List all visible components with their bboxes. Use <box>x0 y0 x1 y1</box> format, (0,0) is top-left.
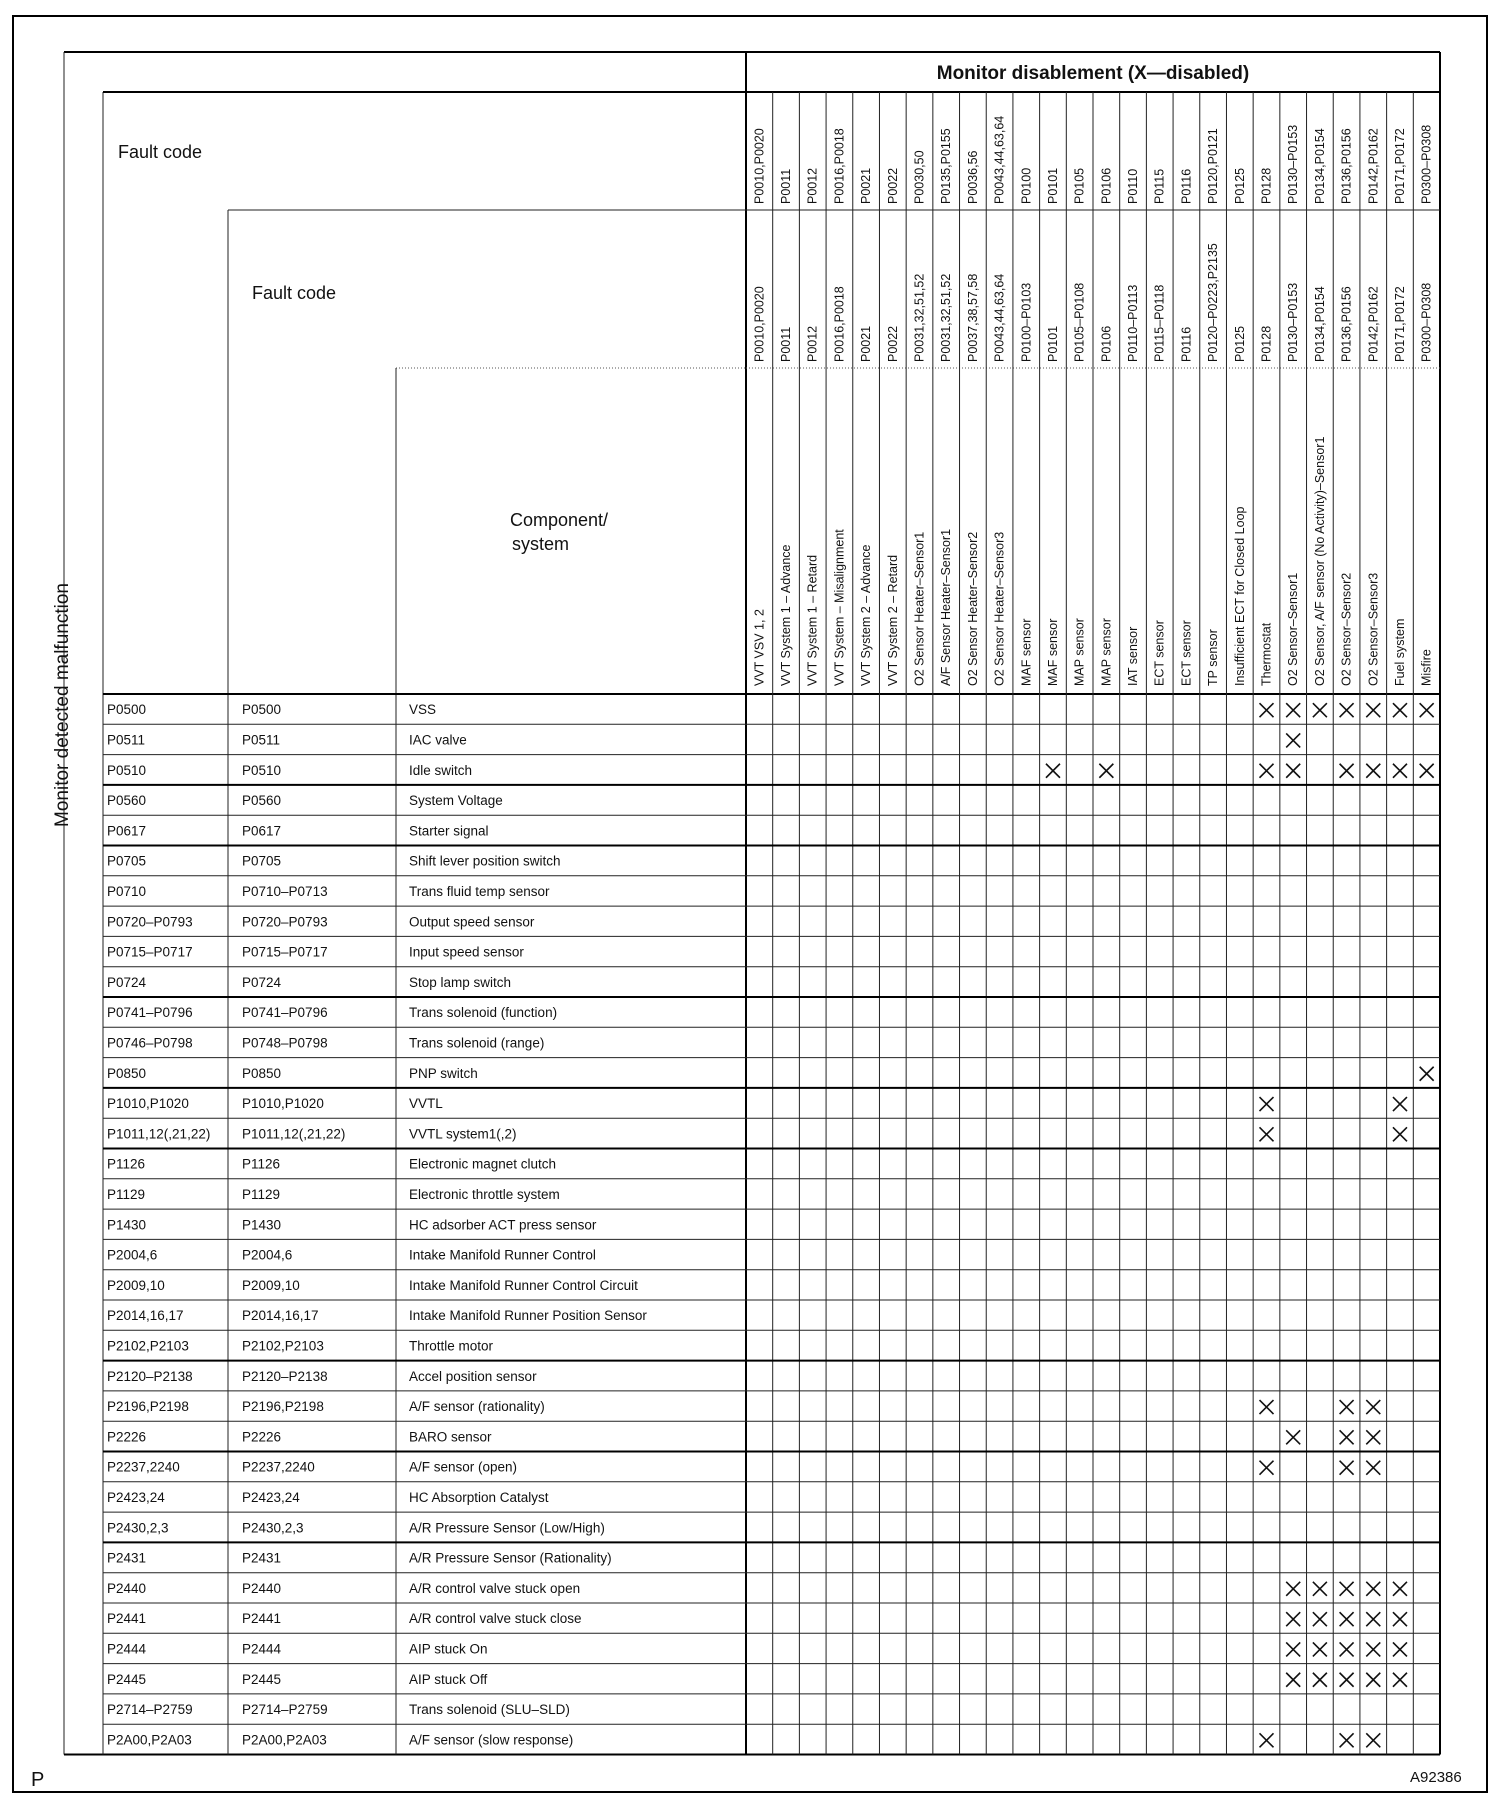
column-code: P0134,P0154 <box>1312 128 1327 204</box>
row-component: Intake Manifold Runner Position Sensor <box>409 1308 647 1324</box>
column-code-2: P0010,P0020 <box>752 286 767 362</box>
row-fault-code-2: P2102,P2103 <box>242 1338 324 1354</box>
row-component: IAC valve <box>409 732 467 748</box>
column-component: MAF sensor <box>1045 618 1060 686</box>
x-mark-stroke <box>1366 1733 1380 1747</box>
x-mark-stroke <box>1099 764 1113 778</box>
column-component: VVT System 1 – Retard <box>805 554 820 686</box>
x-mark-stroke <box>1313 1673 1327 1687</box>
x-mark-stroke <box>1286 764 1300 778</box>
disabled-x-mark <box>1340 1430 1354 1444</box>
row-fault-code-2: P2441 <box>242 1611 282 1627</box>
row-component: Trans solenoid (function) <box>409 1005 558 1021</box>
column-component: O2 Sensor Heater–Sensor1 <box>912 531 927 686</box>
x-mark-stroke <box>1393 1582 1407 1596</box>
column-code: P0142,P0162 <box>1366 128 1381 204</box>
x-mark-stroke <box>1340 1733 1354 1747</box>
x-mark-stroke <box>1393 764 1407 778</box>
disabled-x-mark <box>1260 1461 1274 1475</box>
row-fault-code-2: P2237,2240 <box>242 1459 315 1475</box>
x-mark-stroke <box>1366 1582 1380 1596</box>
disabled-x-mark <box>1340 1612 1354 1626</box>
row-component: Electronic magnet clutch <box>409 1156 557 1172</box>
x-mark-stroke <box>1286 1612 1300 1626</box>
column-code-2: P0142,P0162 <box>1366 286 1381 362</box>
column-code-2: P0043,44,63,64 <box>992 273 1007 362</box>
column-code-2: P0300–P0308 <box>1419 282 1434 362</box>
column-component: MAP sensor <box>1072 618 1087 686</box>
row-component: Electronic throttle system <box>409 1186 560 1202</box>
column-component: TP sensor <box>1206 629 1221 686</box>
column-code: P0110 <box>1126 168 1141 204</box>
row-fault-code-2: P1011,12(,21,22) <box>242 1126 346 1142</box>
figure-id: A92386 <box>1410 1769 1462 1786</box>
x-mark-stroke <box>1286 733 1300 747</box>
fault-code-header-2: Fault code <box>252 283 337 303</box>
row-component: A/F sensor (open) <box>409 1459 518 1475</box>
column-code-2: P0031,32,51,52 <box>939 273 954 362</box>
x-mark-stroke <box>1260 1733 1274 1747</box>
disabled-x-mark <box>1286 1430 1300 1444</box>
row-fault-code-2: P2423,24 <box>242 1489 300 1505</box>
disabled-x-mark <box>1046 764 1060 778</box>
column-component: VVT VSV 1, 2 <box>752 609 767 686</box>
disabled-x-mark <box>1420 764 1434 778</box>
row-fault-code: P0746–P0798 <box>107 1035 193 1051</box>
column-code-2: P0021 <box>859 325 874 362</box>
row-fault-code: P2014,16,17 <box>107 1308 184 1324</box>
disabled-x-mark <box>1366 764 1380 778</box>
x-mark-stroke <box>1260 1461 1274 1475</box>
column-code: P0136,P0156 <box>1339 128 1354 204</box>
column-component: Insufficient ECT for Closed Loop <box>1232 506 1247 686</box>
disabled-x-mark <box>1340 703 1354 717</box>
disabled-x-mark <box>1366 1612 1380 1626</box>
row-fault-code-2: P1129 <box>242 1186 281 1202</box>
row-component: VVTL system1(,2) <box>409 1126 517 1142</box>
column-code: P0128 <box>1259 167 1274 204</box>
row-component: Shift lever position switch <box>409 853 561 869</box>
x-mark-stroke <box>1260 1127 1274 1141</box>
column-code-2: P0031,32,51,52 <box>912 273 927 362</box>
disabled-x-mark <box>1393 1673 1407 1687</box>
row-fault-code: P1126 <box>107 1156 146 1172</box>
column-component: O2 Sensor Heater–Sensor2 <box>965 531 980 686</box>
row-component: VSS <box>409 702 437 718</box>
x-mark-stroke <box>1260 1400 1274 1414</box>
x-mark-stroke <box>1393 1097 1407 1111</box>
disabled-x-mark <box>1340 1461 1354 1475</box>
row-fault-code-2: P0850 <box>242 1065 282 1081</box>
row-component: PNP switch <box>409 1065 478 1081</box>
column-component: O2 Sensor Heater–Sensor3 <box>992 531 1007 686</box>
disabled-x-mark <box>1260 764 1274 778</box>
column-code-2: P0022 <box>885 325 900 362</box>
row-fault-code: P2714–P2759 <box>107 1702 193 1718</box>
disabled-x-mark <box>1340 1400 1354 1414</box>
row-fault-code-2: P2714–P2759 <box>242 1702 328 1718</box>
row-fault-code: P1010,P1020 <box>107 1096 189 1112</box>
column-code-2: P0128 <box>1259 325 1274 362</box>
column-code-2: P0106 <box>1099 325 1114 362</box>
column-component: VVT System 2 – Retard <box>885 554 900 686</box>
x-mark-stroke <box>1366 1461 1380 1475</box>
column-code-2: P0101 <box>1045 325 1060 362</box>
column-code: P0021 <box>859 167 874 204</box>
row-fault-code: P2441 <box>107 1611 147 1627</box>
x-mark-stroke <box>1420 764 1434 778</box>
row-component: Throttle motor <box>409 1338 494 1354</box>
row-component: A/R Pressure Sensor (Low/High) <box>409 1520 605 1536</box>
x-mark-stroke <box>1313 1642 1327 1656</box>
row-fault-code: P2423,24 <box>107 1489 165 1505</box>
row-fault-code: P2445 <box>107 1671 147 1687</box>
row-fault-code: P0511 <box>107 732 146 748</box>
x-mark-stroke <box>1420 1067 1434 1081</box>
row-fault-code-2: P2440 <box>242 1580 282 1596</box>
row-fault-code: P1011,12(,21,22) <box>107 1126 211 1142</box>
disabled-x-mark <box>1366 1673 1380 1687</box>
column-code: P0116 <box>1179 168 1194 204</box>
disabled-x-mark <box>1366 1461 1380 1475</box>
x-mark-stroke <box>1340 764 1354 778</box>
column-code-2: P0105–P0108 <box>1072 282 1087 362</box>
disabled-x-mark <box>1420 1067 1434 1081</box>
column-component: ECT sensor <box>1152 620 1167 686</box>
column-code-2: P0016,P0018 <box>832 286 847 362</box>
x-mark-stroke <box>1393 1673 1407 1687</box>
x-mark-stroke <box>1286 1642 1300 1656</box>
row-component: Intake Manifold Runner Control <box>409 1247 596 1263</box>
row-fault-code: P2196,P2198 <box>107 1399 189 1415</box>
row-component: Intake Manifold Runner Control Circuit <box>409 1277 638 1293</box>
x-mark-stroke <box>1260 1097 1274 1111</box>
column-code-2: P0012 <box>805 325 820 362</box>
column-code-2: P0100–P0103 <box>1019 282 1034 362</box>
row-fault-code-2: P0510 <box>242 762 282 778</box>
row-fault-code-2: P1126 <box>242 1156 281 1172</box>
disabled-x-mark <box>1313 1612 1327 1626</box>
column-code-2: P0120–P0223,P2135 <box>1206 243 1221 362</box>
row-component: HC adsorber ACT press sensor <box>409 1217 597 1233</box>
row-component: Stop lamp switch <box>409 974 512 990</box>
row-fault-code-2: P2431 <box>242 1550 282 1566</box>
disabled-x-mark <box>1286 733 1300 747</box>
x-mark-stroke <box>1340 1612 1354 1626</box>
x-mark-stroke <box>1260 764 1274 778</box>
row-fault-code: P0741–P0796 <box>107 1005 193 1021</box>
row-component: A/R control valve stuck open <box>409 1580 581 1596</box>
disabled-x-mark <box>1366 1642 1380 1656</box>
x-mark-stroke <box>1313 1612 1327 1626</box>
column-code: P0300–P0308 <box>1419 124 1434 204</box>
disabled-x-mark <box>1393 1612 1407 1626</box>
x-mark-stroke <box>1340 1430 1354 1444</box>
x-mark-stroke <box>1260 703 1274 717</box>
column-code: P0125 <box>1232 167 1247 204</box>
row-fault-code: P2009,10 <box>107 1277 165 1293</box>
x-mark-stroke <box>1340 1642 1354 1656</box>
row-fault-code: P2440 <box>107 1580 147 1596</box>
row-component: A/R Pressure Sensor (Rationality) <box>409 1550 612 1566</box>
row-fault-code: P0720–P0793 <box>107 914 193 930</box>
column-code: P0011 <box>779 168 794 204</box>
disabled-x-mark <box>1340 1733 1354 1747</box>
column-code-2: P0136,P0156 <box>1339 286 1354 362</box>
row-fault-code-2: P0560 <box>242 793 282 809</box>
row-fault-code-2: P1430 <box>242 1217 282 1233</box>
column-component: O2 Sensor–Sensor1 <box>1286 572 1301 686</box>
x-mark-stroke <box>1340 703 1354 717</box>
row-component: Starter signal <box>409 823 489 839</box>
column-component: Fuel system <box>1392 618 1407 686</box>
disabled-x-mark <box>1393 764 1407 778</box>
row-fault-code-2: P2009,10 <box>242 1277 300 1293</box>
row-fault-code-2: P0500 <box>242 702 282 718</box>
disabled-x-mark <box>1366 703 1380 717</box>
column-code: P0115 <box>1152 168 1167 204</box>
row-fault-code: P0715–P0717 <box>107 944 193 960</box>
row-fault-code-2: P0748–P0798 <box>242 1035 328 1051</box>
x-mark-stroke <box>1366 1430 1380 1444</box>
x-mark-stroke <box>1366 764 1380 778</box>
row-fault-code: P2226 <box>107 1429 147 1445</box>
column-component: IAT sensor <box>1126 626 1141 686</box>
row-component: Idle switch <box>409 762 473 778</box>
disabled-x-mark <box>1393 1097 1407 1111</box>
column-code-2: P0011 <box>779 326 794 362</box>
row-fault-code: P2237,2240 <box>107 1459 180 1475</box>
row-fault-code: P0617 <box>107 823 147 839</box>
row-fault-code-2: P0724 <box>242 974 282 990</box>
component-header-line1: Component/ <box>510 510 609 530</box>
disabled-x-mark <box>1313 1582 1327 1596</box>
disabled-x-mark <box>1260 703 1274 717</box>
column-code: P0106 <box>1099 167 1114 204</box>
column-code-2: P0115–P0118 <box>1152 284 1167 362</box>
column-component: MAP sensor <box>1099 618 1114 686</box>
x-mark-stroke <box>1340 1582 1354 1596</box>
monitor-disablement-title: Monitor disablement (X—disabled) <box>936 63 1250 84</box>
column-component: MAF sensor <box>1019 618 1034 686</box>
row-fault-code: P2120–P2138 <box>107 1368 193 1384</box>
column-code: P0036,56 <box>965 150 980 204</box>
row-component: AIP stuck On <box>409 1641 488 1657</box>
x-mark-stroke <box>1313 703 1327 717</box>
disabled-x-mark <box>1366 1400 1380 1414</box>
x-mark-stroke <box>1366 703 1380 717</box>
row-component: A/R control valve stuck close <box>409 1611 582 1627</box>
x-mark-stroke <box>1393 1612 1407 1626</box>
row-fault-code: P2004,6 <box>107 1247 158 1263</box>
x-mark-stroke <box>1393 703 1407 717</box>
disabled-x-mark <box>1313 703 1327 717</box>
x-mark-stroke <box>1366 1673 1380 1687</box>
disabled-x-mark <box>1340 764 1354 778</box>
column-code: P0101 <box>1045 167 1060 204</box>
x-mark-stroke <box>1286 703 1300 717</box>
column-component: O2 Sensor–Sensor2 <box>1339 572 1354 686</box>
row-fault-code-2: P0511 <box>242 732 281 748</box>
disabled-x-mark <box>1260 1127 1274 1141</box>
row-fault-code: P1129 <box>107 1186 146 1202</box>
column-component: ECT sensor <box>1179 620 1194 686</box>
disabled-x-mark <box>1340 1673 1354 1687</box>
column-code: P0105 <box>1072 167 1087 204</box>
row-fault-code-2: P0720–P0793 <box>242 914 328 930</box>
row-fault-code-2: P2444 <box>242 1641 282 1657</box>
row-component: Accel position sensor <box>409 1368 537 1384</box>
disabled-x-mark <box>1393 1127 1407 1141</box>
column-code-2: P0171,P0172 <box>1392 286 1407 362</box>
row-fault-code-2: P2A00,P2A03 <box>242 1732 327 1748</box>
column-component: Misfire <box>1419 649 1434 686</box>
row-component: Output speed sensor <box>409 914 535 930</box>
disabled-x-mark <box>1393 703 1407 717</box>
row-fault-code-2: P2445 <box>242 1671 282 1687</box>
column-code: P0135,P0155 <box>939 128 954 204</box>
row-fault-code: P2102,P2103 <box>107 1338 189 1354</box>
component-system-header <box>510 508 608 556</box>
column-code-2: P0125 <box>1232 325 1247 362</box>
x-mark-stroke <box>1366 1612 1380 1626</box>
row-component: A/F sensor (slow response) <box>409 1732 574 1748</box>
column-component: VVT System 2 – Advance <box>859 544 874 686</box>
column-code: P0120,P0121 <box>1206 128 1221 204</box>
disabled-x-mark <box>1313 1673 1327 1687</box>
x-mark-stroke <box>1046 764 1060 778</box>
row-component: HC Absorption Catalyst <box>409 1489 549 1505</box>
column-code: P0100 <box>1019 167 1034 204</box>
row-fault-code: P0705 <box>107 853 147 869</box>
column-component: VVT System – Misalignment <box>832 529 847 686</box>
x-mark-stroke <box>1286 1430 1300 1444</box>
row-fault-code: P0500 <box>107 702 147 718</box>
disabled-x-mark <box>1340 1642 1354 1656</box>
row-fault-code: P2A00,P2A03 <box>107 1732 192 1748</box>
row-fault-code: P0850 <box>107 1065 147 1081</box>
x-mark-stroke <box>1366 1642 1380 1656</box>
disabled-x-mark <box>1260 1400 1274 1414</box>
row-fault-code-2: P2004,6 <box>242 1247 293 1263</box>
x-mark-stroke <box>1286 1673 1300 1687</box>
x-mark-stroke <box>1340 1461 1354 1475</box>
column-code-2: P0130–P0153 <box>1286 282 1301 362</box>
disabled-x-mark <box>1366 1733 1380 1747</box>
disabled-x-mark <box>1340 1582 1354 1596</box>
x-mark-stroke <box>1420 703 1434 717</box>
row-component: Trans fluid temp sensor <box>409 883 550 899</box>
column-component: Thermostat <box>1259 622 1274 686</box>
disabled-x-mark <box>1366 1582 1380 1596</box>
disabled-x-mark <box>1286 1642 1300 1656</box>
disabled-x-mark <box>1286 703 1300 717</box>
row-component: Trans solenoid (range) <box>409 1035 545 1051</box>
disabled-x-mark <box>1393 1642 1407 1656</box>
column-code: P0130–P0153 <box>1286 124 1301 204</box>
row-component: A/F sensor (rationality) <box>409 1399 545 1415</box>
row-fault-code-2: P0715–P0717 <box>242 944 328 960</box>
column-code: P0171,P0172 <box>1392 128 1407 204</box>
disabled-x-mark <box>1286 1673 1300 1687</box>
row-fault-code: P0510 <box>107 762 147 778</box>
disabled-x-mark <box>1286 1612 1300 1626</box>
row-fault-code: P2430,2,3 <box>107 1520 169 1536</box>
column-code-2: P0116 <box>1179 326 1194 362</box>
disabled-x-mark <box>1286 764 1300 778</box>
column-code-2: P0134,P0154 <box>1312 286 1327 362</box>
row-fault-code-2: P2196,P2198 <box>242 1399 324 1415</box>
row-fault-code: P0724 <box>107 974 147 990</box>
row-fault-code-2: P0741–P0796 <box>242 1005 328 1021</box>
monitor-detected-malfunction-label: Monitor detected malfunction <box>52 583 73 827</box>
column-code: P0016,P0018 <box>832 128 847 204</box>
row-fault-code: P0710 <box>107 883 147 899</box>
row-fault-code-2: P0705 <box>242 853 282 869</box>
disabled-x-mark <box>1260 1733 1274 1747</box>
row-fault-code-2: P2014,16,17 <box>242 1308 319 1324</box>
disabled-x-mark <box>1366 1430 1380 1444</box>
disabled-x-mark <box>1260 1097 1274 1111</box>
row-fault-code: P2444 <box>107 1641 147 1657</box>
x-mark-stroke <box>1286 1582 1300 1596</box>
page-letter: P <box>31 1769 45 1791</box>
component-header-line2: system <box>512 534 570 554</box>
x-mark-stroke <box>1393 1642 1407 1656</box>
row-component: BARO sensor <box>409 1429 492 1445</box>
x-mark-stroke <box>1313 1582 1327 1596</box>
column-component: O2 Sensor–Sensor3 <box>1366 572 1381 686</box>
column-code: P0043,44,63,64 <box>992 115 1007 204</box>
column-component: VVT System 1 – Advance <box>779 544 794 686</box>
disabled-x-mark <box>1286 1582 1300 1596</box>
x-mark-stroke <box>1340 1673 1354 1687</box>
disabled-x-mark <box>1313 1642 1327 1656</box>
fault-code-header-1: Fault code <box>118 142 203 162</box>
column-component: A/F Sensor Heater–Sensor1 <box>939 528 954 686</box>
row-fault-code-2: P0617 <box>242 823 282 839</box>
column-code: P0022 <box>885 167 900 204</box>
disabled-x-mark <box>1420 703 1434 717</box>
row-fault-code-2: P1010,P1020 <box>242 1096 324 1112</box>
x-mark-stroke <box>1393 1127 1407 1141</box>
row-component: Trans solenoid (SLU–SLD) <box>409 1702 570 1718</box>
row-fault-code-2: P2226 <box>242 1429 282 1445</box>
row-fault-code-2: P0710–P0713 <box>242 883 328 899</box>
column-code-2: P0037,38,57,58 <box>965 273 980 362</box>
row-fault-code: P2431 <box>107 1550 147 1566</box>
row-component: VVTL <box>409 1096 443 1112</box>
column-code: P0030,50 <box>912 150 927 204</box>
column-code-2: P0110–P0113 <box>1126 284 1141 362</box>
column-component: O2 Sensor, A/F sensor (No Activity)–Sensor1 <box>1312 436 1327 686</box>
disabled-x-mark <box>1099 764 1113 778</box>
row-fault-code: P0560 <box>107 793 147 809</box>
row-component: AIP stuck Off <box>409 1671 488 1687</box>
row-fault-code-2: P2120–P2138 <box>242 1368 328 1384</box>
row-component: System Voltage <box>409 793 503 809</box>
column-code: P0012 <box>805 167 820 204</box>
disabled-x-mark <box>1393 1582 1407 1596</box>
x-mark-stroke <box>1366 1400 1380 1414</box>
x-mark-stroke <box>1340 1400 1354 1414</box>
row-fault-code: P1430 <box>107 1217 147 1233</box>
row-component: Input speed sensor <box>409 944 524 960</box>
row-fault-code-2: P2430,2,3 <box>242 1520 304 1536</box>
column-code: P0010,P0020 <box>752 128 767 204</box>
